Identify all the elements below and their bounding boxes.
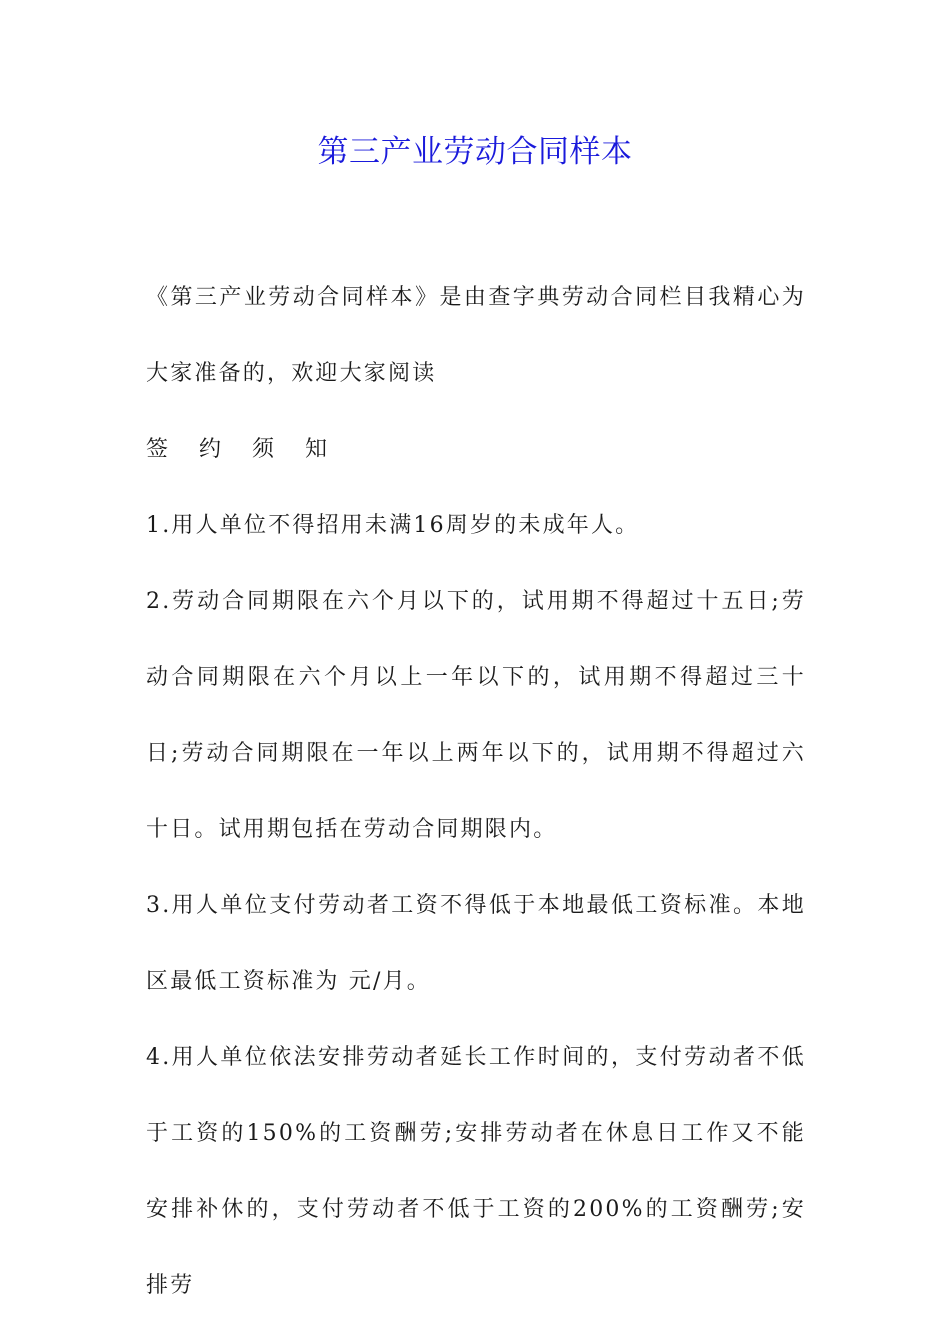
- notice-item-1: 1.用人单位不得招用未满16周岁的未成年人。: [146, 513, 640, 538]
- intro-paragraph: 《第三产业劳动合同样本》是由查字典劳动合同栏目我精心为大家准备的，欢迎大家阅读: [146, 285, 806, 386]
- document-title: 第三产业劳动合同样本: [317, 134, 633, 170]
- notice-item-4: 4.用人单位依法安排劳动者延长工作时间的，支付劳动者不低于工资的150%的工资酬劳;安排劳动者在休息日工作又不能安排补休的，支付劳动者不低于工资的200%的工资酬劳;安排劳: [146, 1045, 806, 1298]
- notice-heading: 签 约 须 知: [146, 437, 339, 462]
- notice-item-3: 3.用人单位支付劳动者工资不得低于本地最低工资标准。本地区最低工资标准为 元/月。: [146, 893, 806, 994]
- document-body: [146, 260, 806, 1324]
- notice-item-2: 2.劳动合同期限在六个月以下的，试用期不得超过十五日;劳动合同期限在六个月以上一年以下的，试用期不得超过三十日;劳动合同期限在一年以上两年以下的，试用期不得超过六十日。试用期包括在劳动合同期限内。: [146, 589, 806, 842]
